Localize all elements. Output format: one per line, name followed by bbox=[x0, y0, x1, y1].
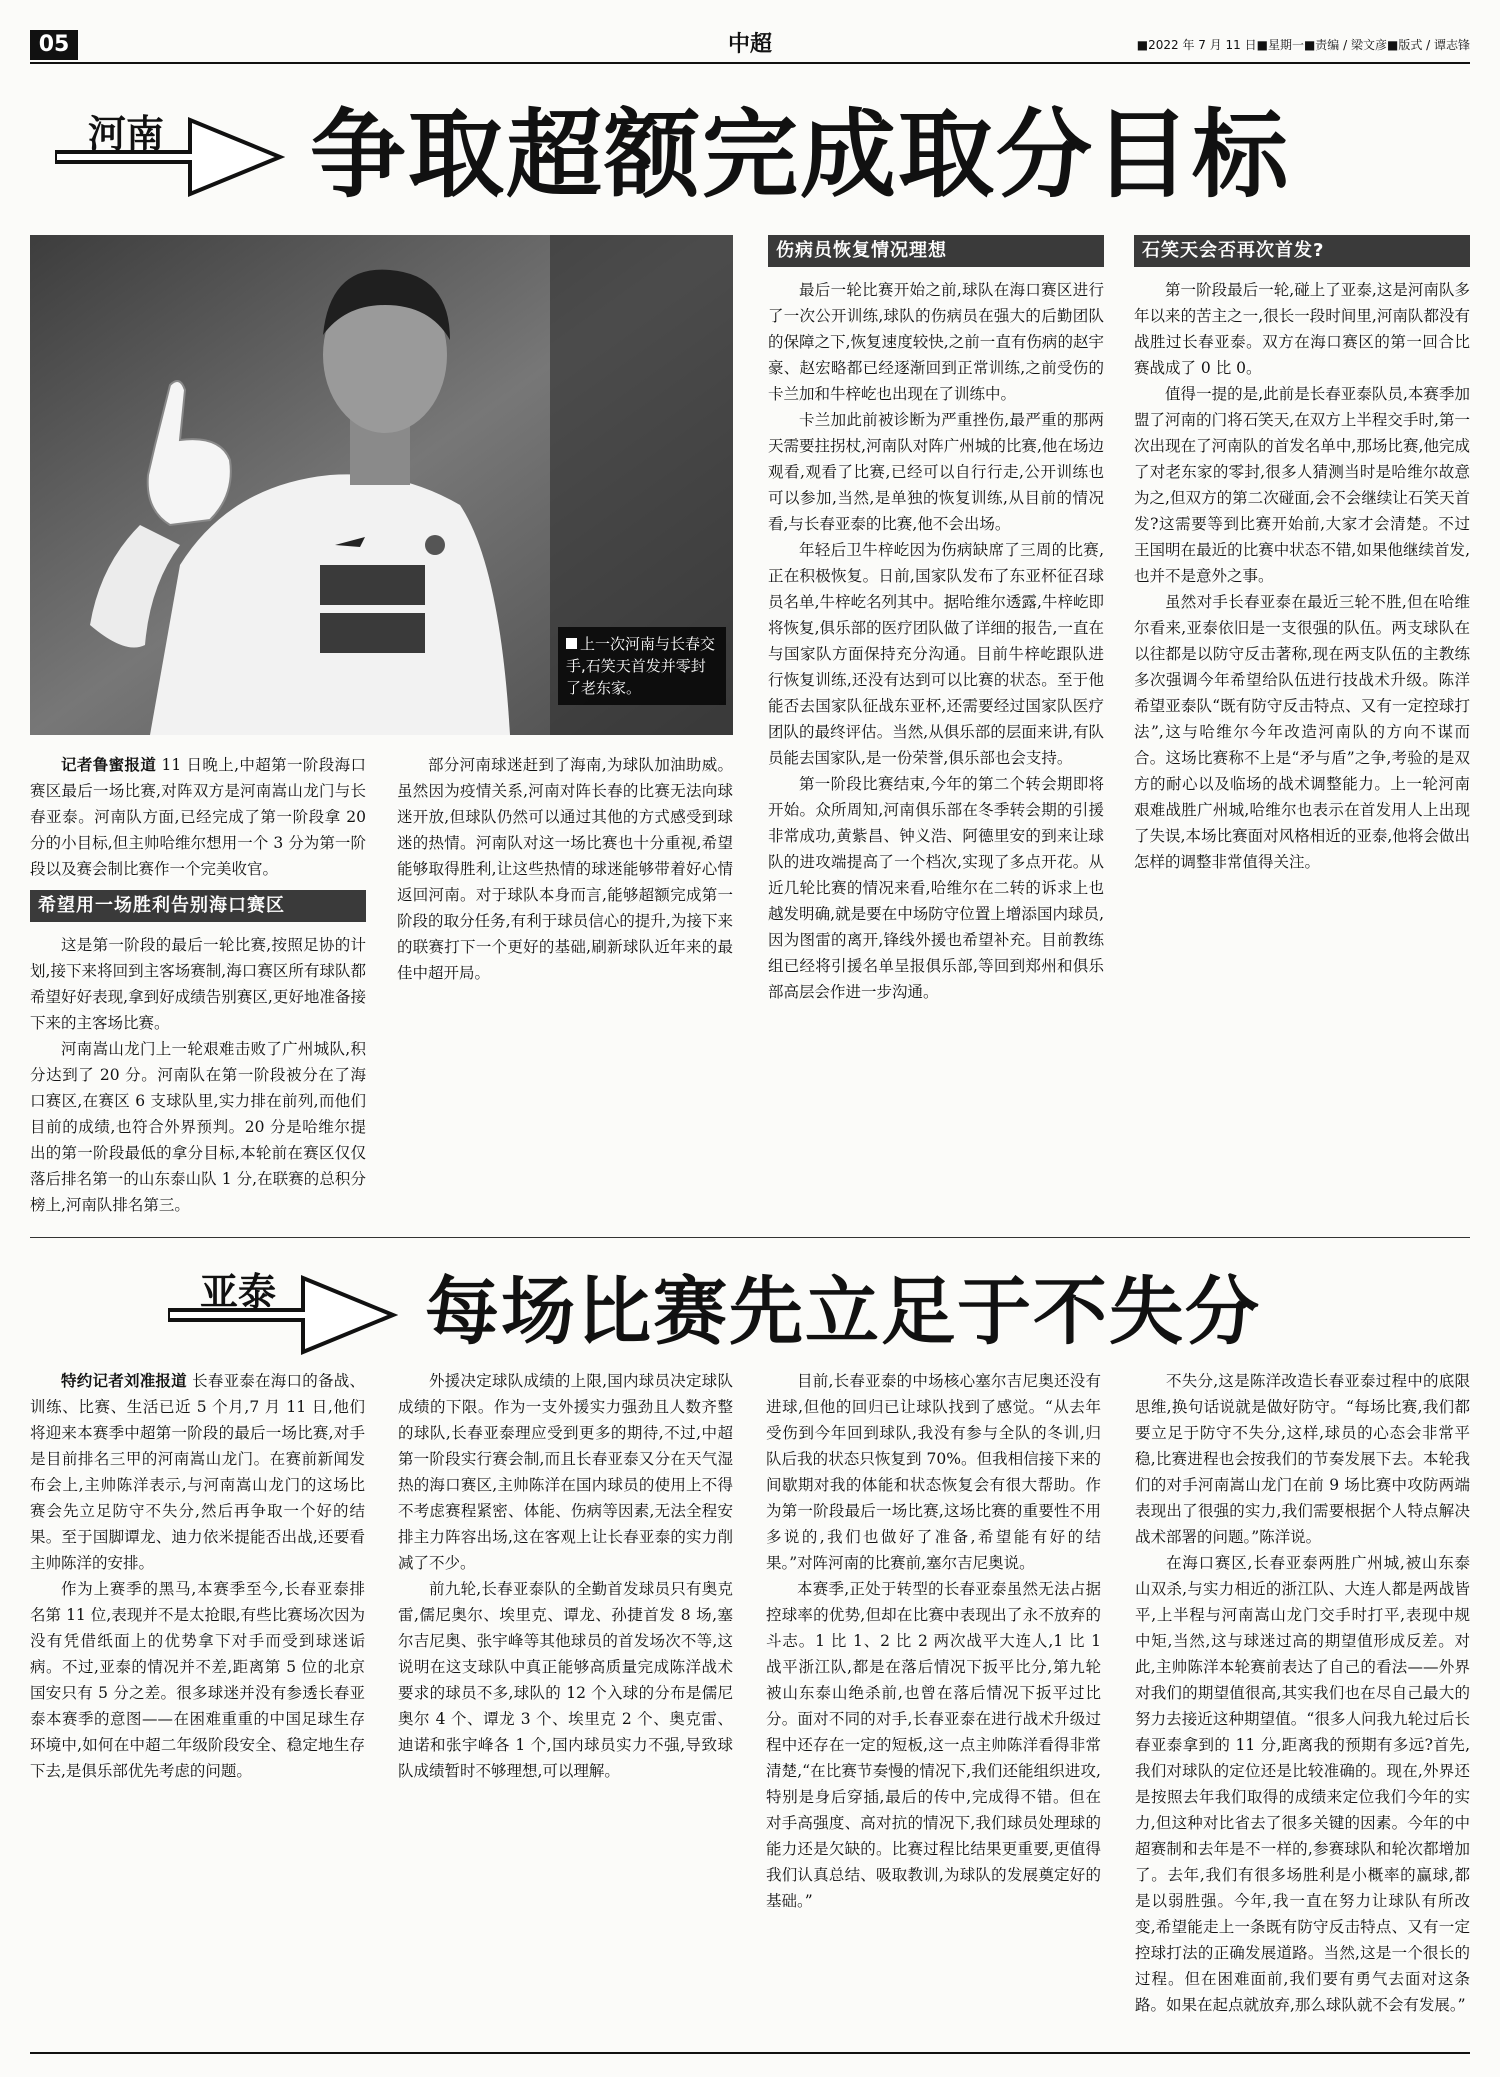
footer-rule bbox=[30, 2052, 1470, 2054]
article1-headline: 争取超额完成取分目标 bbox=[310, 98, 1290, 211]
issue-meta: ■2022 年 7 月 11 日■星期一■责编 / 梁文彦■版式 / 谭志锋 bbox=[1136, 38, 1470, 52]
article2-col-1 bbox=[30, 1368, 365, 1784]
article1-kicker: 河南 bbox=[88, 111, 165, 156]
square-icon bbox=[566, 638, 577, 649]
article1-photo bbox=[30, 235, 733, 735]
article2-para-6: 不失分,这是陈洋改造长春亚泰过程中的底限思维,换句话说就是做好防守。“每场比赛,我们都要立足于防守不失分,这样,球员的心态会非常平稳,比赛进程也会按我们的节奏发展下去。本轮我们的对手河南嵩山龙门在前 9 场比赛中攻防两端表现出了很强的实力,我们需要根据个人特点解决战术部署的问题。”陈洋说。 bbox=[1135, 1372, 1470, 1546]
photo-caption bbox=[558, 627, 726, 705]
article1-subhead-3: 石笑天会否再次首发? bbox=[1134, 235, 1470, 267]
article2-para-4: 目前,长春亚泰的中场核心塞尔吉尼奥还没有进球,但他的回归已让球队找到了感觉。“从去年受伤到今年回到球队,我没有参与全队的冬训,归队后我的状态只恢复到 70%。但我相信接下来的间歇期对我的体能和状态恢复会有很大帮助。作为第一阶段最后一场比赛,这场比赛的重要性不用多说的,我们也做好了准备,希望能有好的结果。”对阵河南的比赛前,塞尔吉尼奥说。 bbox=[766, 1372, 1101, 1572]
article1-para-3: 部分河南球迷赶到了海南,为球队加油助威。虽然因为疫情关系,河南对阵长春的比赛无法向球迷开放,但球队仍然可以通过其他的方式感受到球迷的热情。河南队对这一场比赛也十分重视,希望能够取得胜利,让这些热情的球迷能够带着好心情返回河南。对于球队本身而言,能够超额完成第一阶段的取分任务,有利于球员信心的提升,为接下来的联赛打下一个更好的基础,刷新球队近年来的最佳中超开局。 bbox=[397, 756, 733, 982]
article1-para-2: 河南嵩山龙门上一轮艰难击败了广州城队,积分达到了 20 分。河南队在第一阶段被分在了海口赛区,在赛区 6 支球队里,实力排在前列,而他们目前的成绩,也符合外界预判。20 分是哈维尔提出的第一阶段最低的拿分目标,本轮前在赛区仅仅落后排名第一的山东泰山队 1 分,在联赛的总积分榜上,河南队排名第三。 bbox=[30, 1040, 366, 1214]
article1-para-5: 卡兰加此前被诊断为严重挫伤,最严重的那两天需要拄拐杖,河南队对阵广州城的比赛,他在场边观看,观看了比赛,已经可以自行行走,公开训练也可以参加,当然,是单独的恢复训练,从目前的情况看,与长春亚泰的比赛,他不会出场。 bbox=[768, 411, 1104, 533]
article2-para-2: 外援决定球队成绩的上限,国内球员决定球队成绩的下限。作为一支外援实力强劲且人数齐整的球队,长春亚泰理应受到更多的期待,不过,中超第一阶段实行赛会制,而且长春亚泰又分在天气湿热的海口赛区,主帅陈洋在国内球员的使用上不得不考虑赛程紧密、体能、伤病等因素,无法全程安排主力阵容出场,这在客观上让长春亚泰的实力削减了不少。 bbox=[398, 1372, 733, 1572]
article1-para-9: 值得一提的是,此前是长春亚泰队员,本赛季加盟了河南的门将石笑天,在双方上半程交手时,第一次出现在了河南队的首发名单中,那场比赛,他完成了对老东家的零封,很多人猜测当时是哈维尔故意为之,但双方的第二次碰面,会不会继续让石笑天首发?这需要等到比赛开始前,大家才会清楚。不过王国明在最近的比赛中状态不错,如果他继续首发,也并不是意外之事。 bbox=[1134, 385, 1470, 585]
article2-col-2 bbox=[398, 1368, 733, 1784]
article2-lead: 长春亚泰在海口的备战、训练、比赛、生活已近 5 个月,7 月 11 日,他们将迎来本赛季中超第一阶段的最后一场比赛,对手是目前排名三甲的河南嵩山龙门。在赛前新闻发布会上,主帅陈洋表示,与河南嵩山龙门的这场比赛会先立足防守不失分,然后再争取一个好的结果。至于国脚谭龙、迪力依米提能否出战,还要看主帅陈洋的安排。 bbox=[30, 1372, 365, 1572]
article1-subhead-2: 伤病员恢复情况理想 bbox=[768, 235, 1104, 267]
article2-headline: 每场比赛先立足于不失分 bbox=[425, 1269, 1261, 1355]
article1-para-10: 虽然对手长春亚泰在最近三轮不胜,但在哈维尔看来,亚泰依旧是一支很强的队伍。两支球队在以往都是以防守反击著称,现在两支队伍的主教练多次强调今年希望给队伍进行技战术升级。陈洋希望亚泰队“既有防守反击特点、又有一定控球打法”,这与哈维尔今年改造河南队的方向不谋而合。这场比赛称不上是“矛与盾”之争,考验的是双方的耐心以及临场的战术调整能力。上一轮河南艰难战胜广州城,哈维尔也表示在首发用人上出现了失误,本场比赛面对风格相近的亚泰,他将会做出怎样的调整非常值得关注。 bbox=[1134, 593, 1470, 871]
page-header bbox=[30, 30, 1470, 60]
article2-col-3 bbox=[766, 1368, 1101, 1914]
article2-para-7: 在海口赛区,长春亚泰两胜广州城,被山东泰山双杀,与实力相近的浙江队、大连人都是两战皆平,上半程与河南嵩山龙门交手时打平,表现中规中矩,当然,这与球迷过高的期望值形成反差。对此,主帅陈洋本轮赛前表达了自己的看法——外界对我们的期望值很高,其实我们也在尽自己最大的努力去接近这种期望值。“很多人问我九轮过后长春亚泰拿到的 11 分,距离我的预期有多远?首先,我们对球队的定位还是比较准确的。现在,外界还是按照去年我们取得的成绩来定位我们今年的实力,但这种对比省去了很多关键的因素。今年的中超赛制和去年是不一样的,参赛球队和轮次都增加了。去年,我们有很多场胜利是小概率的赢球,都是以弱胜强。今年,我一直在努力让球队有所改变,希望能走上一条既有防守反击特点、又有一定控球打法的正确发展道路。当然,这是一个很长的过程。但在困难面前,我们要有勇气去面对这条路。如果在起点就放弃,那么球队就不会有发展。” bbox=[1135, 1554, 1470, 2014]
article1-para-7: 第一阶段比赛结束,今年的第二个转会期即将开始。众所周知,河南俱乐部在冬季转会期的引援非常成功,黄紫昌、钟义浩、阿德里安的到来让球队的进攻端提高了一个档次,实现了多点开花。从近几轮比赛的情况来看,哈维尔在二转的诉求上也越发明确,就是要在中场防守位置上增添国内球员,因为图雷的离开,锋线外援也希望补充。目前教练组已经将引援名单呈报俱乐部,等回到郑州和俱乐部高层会作进一步沟通。 bbox=[768, 775, 1104, 1001]
article1-para-4: 最后一轮比赛开始之前,球队在海口赛区进行了一次公开训练,球队的伤病员在强大的后勤团队的保障之下,恢复速度较快,之前一直有伤病的赵宇豪、赵宏略都已经逐渐回到正常训练,之前受伤的卡兰加和牛梓屹也出现在了训练中。 bbox=[768, 281, 1104, 403]
header-rule bbox=[30, 62, 1470, 64]
article1-para-8: 第一阶段最后一轮,碰上了亚泰,这是河南队多年以来的苦主之一,很长一段时间里,河南队都没有战胜过长春亚泰。双方在海口赛区的第一回合比赛战成了 0 比 0。 bbox=[1134, 281, 1470, 377]
article1-col-1 bbox=[30, 752, 366, 1218]
article1-byline: 记者鲁蜜报道 bbox=[61, 756, 157, 774]
article1-col-4 bbox=[1134, 235, 1470, 875]
article2-col-4 bbox=[1135, 1368, 1470, 2018]
article2-para-5: 本赛季,正处于转型的长春亚泰虽然无法占据控球率的优势,但却在比赛中表现出了永不放弃的斗志。1 比 1、2 比 2 两次战平大连人,1 比 1 战平浙江队,都是在落后情况下扳平比分,第九轮被山东泰山绝杀前,也曾在落后情况下扳平过比分。面对不同的对手,长春亚泰在进行战术升级过程中还存在一定的短板,这一点主帅陈洋看得非常清楚,“在比赛节奏慢的情况下,我们还能组织进攻,特别是身后穿插,最后的传中,完成得不错。但在对手高强度、高对抗的情况下,我们球员处理球的能力还是欠缺的。比赛过程比结果更重要,更值得我们认真总结、吸取教训,为球队的发展奠定好的基础。” bbox=[766, 1580, 1101, 1910]
article1-col-3 bbox=[768, 235, 1104, 1005]
article2-para-3: 前九轮,长春亚泰队的全勤首发球员只有奥克雷,儒尼奥尔、埃里克、谭龙、孙捷首发 8 场,塞尔吉尼奥、张宇峰等其他球员的首发场次不等,这说明在这支球队中真正能够高质量完成陈洋战术要求的球员不多,球队的 12 个入球的分布是儒尼奥尔 4 个、谭龙 3 个、埃里克 2 个、奥克雷、迪诺和张宇峰各 1 个,国内球员实力不强,导致球队成绩暂时不够理想,可以理解。 bbox=[398, 1580, 733, 1780]
article1-col-2 bbox=[397, 752, 733, 986]
article2-kicker: 亚泰 bbox=[200, 1269, 277, 1314]
article1-lead: 11 日晚上,中超第一阶段海口赛区最后一场比赛,对阵双方是河南嵩山龙门与长春亚泰。河南队方面,已经完成了第一阶段拿 20 分的小目标,但主帅哈维尔想用一个 3 分为第一阶段以及赛会制比赛作一个完美收官。 bbox=[30, 756, 366, 878]
photo-caption-text: 上一次河南与长春交手,石笑天首发并零封了老东家。 bbox=[566, 635, 716, 697]
section-name: 中超 bbox=[727, 32, 772, 57]
article1-para-1: 这是第一阶段的最后一轮比赛,按照足协的计划,接下来将回到主客场赛制,海口赛区所有球队都希望好好表现,拿到好成绩告别赛区,更好地准备接下来的主客场比赛。 bbox=[30, 936, 366, 1032]
article2-byline: 特约记者刘准报道 bbox=[61, 1372, 187, 1390]
article1-para-6: 年轻后卫牛梓屹因为伤病缺席了三周的比赛,正在积极恢复。日前,国家队发布了东亚杯征召球员名单,牛梓屹名列其中。据哈维尔透露,牛梓屹即将恢复,俱乐部的医疗团队做了详细的报告,一直在与国家队方面保持充分沟通。目前牛梓屹跟队进行恢复训练,还没有达到可以比赛的状态。至于他能否去国家队征战东亚杯,还需要经过国家队医疗团队的最终评估。当然,从俱乐部的层面来讲,有队员能去国家队,是一份荣誉,俱乐部也会支持。 bbox=[768, 541, 1104, 767]
article2-para-1: 作为上赛季的黑马,本赛季至今,长春亚泰排名第 11 位,表现并不是太抢眼,有些比赛场次因为没有凭借纸面上的优势拿下对手而受到球迷诟病。不过,亚泰的情况并不差,距离第 5 位的北京国安只有 5 分之差。很多球迷并没有参透长春亚泰本赛季的意图——在困难重重的中国足球生存环境中,如何在中超二年级阶段安全、稳定地生存下去,是俱乐部优先考虑的问题。 bbox=[30, 1580, 365, 1780]
article1-subhead-1: 希望用一场胜利告别海口赛区 bbox=[30, 890, 366, 922]
page-number: 05 bbox=[30, 30, 78, 60]
article-divider bbox=[30, 1237, 1470, 1238]
